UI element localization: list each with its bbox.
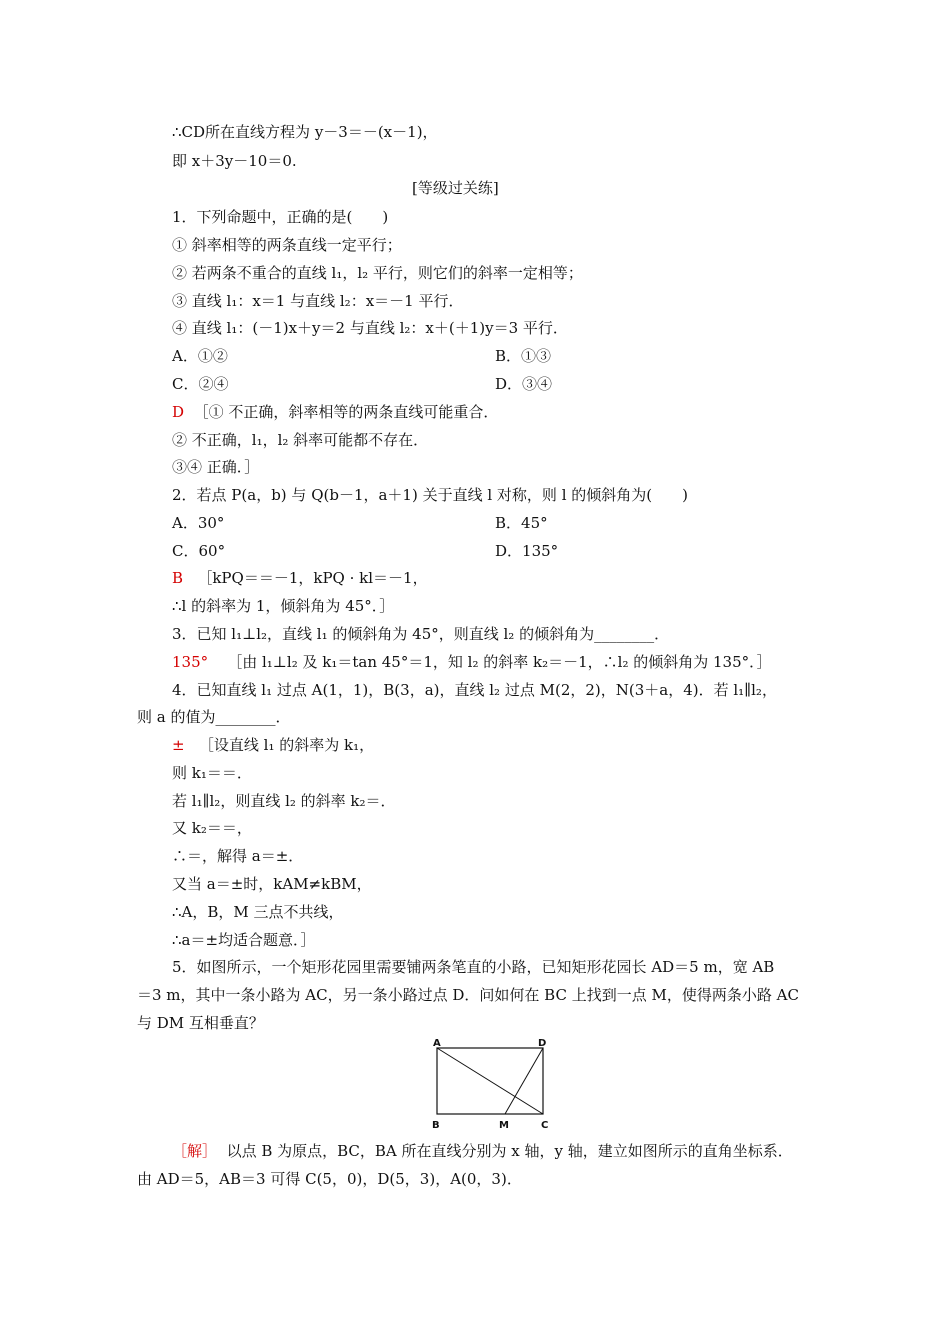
solution-line [172, 1140, 793, 1162]
question-3: 3．已知 l₁⊥l₂，直线 l₁ 的倾斜角为 45°，则直线 l₂ 的倾斜角为________． [172, 625, 670, 643]
answer-text: ［① 不正确，斜率相等的两条直线可能重合． [193, 403, 499, 421]
answer-line [172, 734, 374, 756]
answer-text: ［设直线 l₁ 的斜率为 k₁， [198, 736, 375, 754]
answer-line [172, 651, 772, 673]
label-c: C [541, 1120, 549, 1131]
answer-value: 135° [172, 653, 209, 671]
option-a: A．①② [172, 347, 228, 365]
text-line: 则 a 的值为________． [137, 708, 291, 726]
answer-line [172, 567, 428, 589]
label-a: A [433, 1038, 441, 1049]
text-line: 又当 a＝±时，kAM≠kBM， [172, 875, 372, 893]
solution-text: 以点 B 为原点，BC，BA 所在直线分别为 x 轴，y 轴，建立如图所示的直角坐标系． [226, 1142, 793, 1160]
answer-value: ± [172, 736, 185, 754]
question-4: 4．已知直线 l₁ 过点 A(1，1)，B(3，a)，直线 l₂ 过点 M(2，2)，N(3＋a，4)．若 l₁∥l₂， [172, 681, 777, 699]
text-line: 即 x＋3y－10＝0. [172, 152, 297, 170]
text-line: ③ 直线 l₁：x＝1 与直线 l₂：x＝－1 平行． [172, 292, 464, 310]
text-line: ① 斜率相等的两条直线一定平行； [172, 236, 402, 254]
text-line: ② 若两条不重合的直线 l₁，l₂ 平行，则它们的斜率一定相等； [172, 264, 583, 282]
option-b: B．①③ [495, 347, 552, 365]
option-a: A．30° [172, 514, 225, 532]
text-line: 由 AD＝5，AB＝3 可得 C(5，0)，D(5，3)，A(0，3)． [137, 1170, 522, 1188]
label-d: D [538, 1038, 547, 1049]
option-b: B．45° [495, 514, 548, 532]
text-line: ∴CD所在直线方程为 y－3＝－(x－1)， [172, 123, 438, 141]
answer-text: ［由 l₁⊥l₂ 及 k₁＝tan 45°＝1，知 l₂ 的斜率 k₂＝－1，∴l₂ 的倾斜角为 135°．］ [227, 653, 772, 671]
text-line: 又 k₂＝＝， [172, 819, 252, 837]
text-line: ＝3 m，其中一条小路为 AC，另一条小路过点 D．问如何在 BC 上找到一点 M，使得两条小路 AC [137, 986, 799, 1004]
label-b: B [432, 1120, 440, 1131]
answer-text: ［kPQ＝＝－1，kPQ · kl＝－1， [197, 569, 428, 587]
text-line: ∴A，B，M 三点不共线， [172, 903, 344, 921]
option-c: C．②④ [172, 375, 229, 393]
question-5: 5．如图所示，一个矩形花园里需要铺两条笔直的小路，已知矩形花园长 AD＝5 m，宽 AB [172, 958, 775, 976]
text-line: 若 l₁∥l₂，则直线 l₂ 的斜率 k₂＝． [172, 792, 396, 810]
option-c: C．60° [172, 542, 226, 560]
option-d: D．135° [495, 542, 559, 560]
section-heading: [等级过关练] [412, 179, 499, 197]
text-line: ∴a＝±均适合题意．］ [172, 931, 316, 949]
text-line: ④ 直线 l₁：(－1)x＋y＝2 与直线 l₂：x＋(＋1)y＝3 平行． [172, 319, 568, 337]
answer-letter: B [172, 569, 184, 587]
text-line: 则 k₁＝＝． [172, 764, 252, 782]
option-d: D．③④ [495, 375, 553, 393]
solution-tag: ［解］ [172, 1142, 218, 1160]
answer-letter: D [172, 403, 185, 421]
text-line: ∴l 的斜率为 1，倾斜角为 45°．］ [172, 597, 395, 615]
path-ac [437, 1048, 543, 1114]
text-line: 与 DM 互相垂直？ [137, 1014, 264, 1032]
answer-line [172, 401, 498, 423]
label-m: M [499, 1120, 509, 1131]
question-1: 1．下列命题中，正确的是( ) [172, 208, 389, 226]
text-line: ② 不正确，l₁，l₂ 斜率可能都不存在． [172, 431, 429, 449]
text-line: ③④ 正确．］ [172, 458, 260, 476]
question-2: 2．若点 P(a，b) 与 Q(b－1，a＋1) 关于直线 l 对称，则 l 的倾斜角为( ) [172, 486, 688, 504]
rectangle-garden-figure [425, 1036, 555, 1136]
path-dm [505, 1048, 543, 1114]
text-line: ∴＝，解得 a＝±． [172, 847, 304, 865]
